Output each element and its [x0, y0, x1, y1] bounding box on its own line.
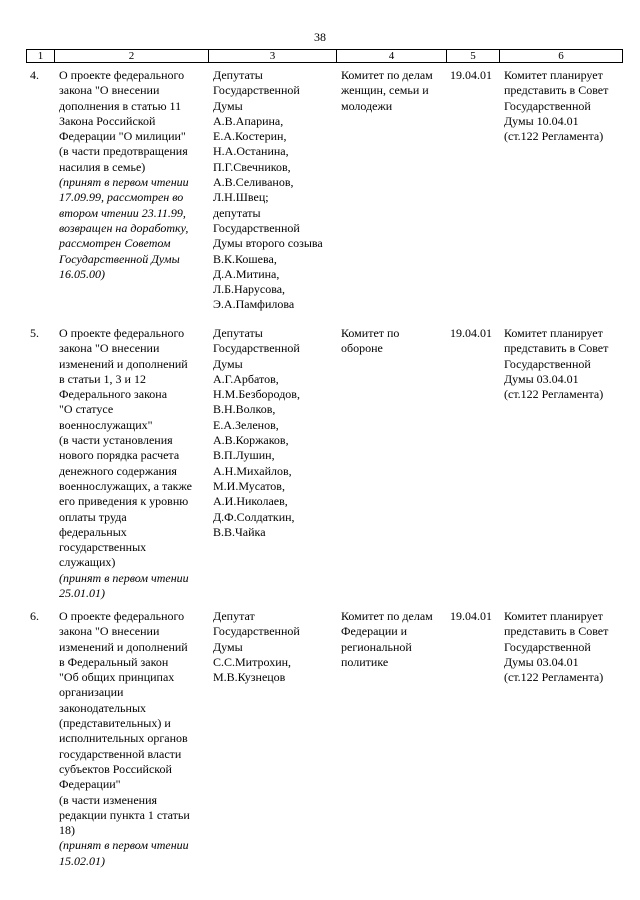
plan-cell	[504, 326, 620, 402]
author-line: Н.А.Останина,	[213, 144, 289, 159]
author-line: депутаты	[213, 205, 261, 220]
bill-status-note-line: (принят в первом чтении	[59, 175, 189, 190]
author-line: П.Г.Свечников,	[213, 159, 291, 174]
row-number: 4.	[30, 68, 39, 82]
author-line: Е.А.Зеленов,	[213, 417, 279, 432]
bill-status-note-line: 16.05.00)	[59, 266, 105, 281]
bill-title-line: нового порядка расчета	[59, 448, 180, 463]
bill-status-note-line: рассмотрен Советом	[59, 236, 171, 251]
author-line: С.С.Митрохин,	[213, 654, 292, 669]
bill-title-line: О проекте федерального	[59, 68, 185, 82]
bill-title-line: редакции пункта 1 статьи	[59, 807, 190, 822]
bill-title-line: Федерального закона	[59, 387, 168, 402]
bill-title-line: 18)	[59, 823, 75, 838]
authors-cell	[213, 609, 337, 685]
plan-cell	[504, 609, 620, 685]
committee-line: молодежи	[341, 98, 393, 113]
plan-line: (ст.122 Регламента)	[504, 670, 604, 685]
committee-cell	[341, 68, 447, 114]
author-line: Государственной	[213, 624, 300, 639]
column-header-table	[26, 49, 623, 63]
plan-line: представить в Совет	[504, 83, 609, 98]
author-line: А.В.Апарина,	[213, 113, 284, 128]
author-line: Н.М.Безбородов,	[213, 387, 300, 402]
column-header-2: 2	[55, 50, 209, 63]
committee-line: Федерации и	[341, 624, 408, 639]
plan-line: Комитет планирует	[504, 68, 603, 82]
bill-title-line: законодательных	[59, 700, 146, 715]
bill-title-line: изменений и дополнений	[59, 639, 188, 654]
authors-cell	[213, 68, 337, 313]
author-line: А.В.Селиванов,	[213, 175, 294, 190]
bill-status-note-line: 25.01.01)	[59, 586, 105, 601]
author-line: Д.Ф.Солдаткин,	[213, 509, 295, 524]
bill-status-note-line: втором чтении 23.11.99,	[59, 205, 186, 220]
plan-line: (ст.122 Регламента)	[504, 129, 604, 144]
committee-line: региональной	[341, 639, 412, 654]
bill-status-note-line: 15.02.01)	[59, 853, 105, 868]
bill-title-line: денежного содержания	[59, 463, 177, 478]
bill-title-line: закона "О внесении	[59, 341, 160, 356]
bill-title-line: О проекте федерального	[59, 609, 185, 623]
bill-title-line: субъектов Российской	[59, 761, 172, 776]
author-line: Думы	[213, 356, 243, 371]
bill-title-line: военнослужащих"	[59, 417, 153, 432]
bill-status-note-line: возвращен на доработку,	[59, 220, 189, 235]
author-line: А.Г.Арбатов,	[213, 371, 279, 386]
bill-title-line: организации	[59, 685, 124, 700]
plan-line: (ст.122 Регламента)	[504, 387, 604, 402]
date-cell: 19.04.01	[450, 68, 492, 82]
bill-title-line: Федерации"	[59, 777, 121, 792]
plan-line: представить в Совет	[504, 624, 609, 639]
bill-title-cell	[59, 68, 207, 282]
author-line: В.К.Кошева,	[213, 251, 277, 266]
bill-title-line: "О статусе	[59, 402, 114, 417]
author-line: Е.А.Костерин,	[213, 129, 287, 144]
bill-title-line: Федерации "О милиции"	[59, 129, 186, 144]
authors-cell	[213, 326, 337, 540]
plan-line: представить в Совет	[504, 341, 609, 356]
author-line: В.Н.Волков,	[213, 402, 276, 417]
plan-line: Комитет планирует	[504, 326, 603, 340]
author-line: А.В.Коржаков,	[213, 433, 289, 448]
bill-title-line: (представительных) и	[59, 716, 171, 731]
bill-title-cell	[59, 609, 207, 869]
author-line: А.И.Николаев,	[213, 494, 288, 509]
author-line: Л.Н.Швец;	[213, 190, 269, 205]
bill-title-line: закона "О внесении	[59, 83, 160, 98]
date-cell: 19.04.01	[450, 609, 492, 623]
bill-title-line: "Об общих принципах	[59, 670, 175, 685]
bill-title-line: О проекте федерального	[59, 326, 185, 340]
plan-line: Государственной	[504, 356, 591, 371]
author-line: Депутаты	[213, 326, 263, 340]
committee-cell	[341, 609, 447, 670]
author-line: М.В.Кузнецов	[213, 670, 286, 685]
author-line: Государственной	[213, 83, 300, 98]
bill-title-line: (в части изменения	[59, 792, 158, 807]
author-line: Государственной	[213, 341, 300, 356]
author-line: В.П.Лушин,	[213, 448, 275, 463]
bill-status-note-line: (принят в первом чтении	[59, 838, 189, 853]
column-header-4: 4	[337, 50, 447, 63]
plan-line: Государственной	[504, 639, 591, 654]
author-line: Думы	[213, 98, 243, 113]
author-line: Депутаты	[213, 68, 263, 82]
date-cell: 19.04.01	[450, 326, 492, 340]
author-line: В.В.Чайка	[213, 524, 266, 539]
author-line: Э.А.Памфилова	[213, 297, 295, 312]
author-line: Л.Б.Нарусова,	[213, 282, 286, 297]
bill-title-line: насилия в семье)	[59, 159, 146, 174]
row-number: 5.	[30, 326, 39, 340]
author-line: Думы второго созыва	[213, 236, 323, 251]
bill-status-note-line: Государственной Думы	[59, 251, 180, 266]
bill-title-line: оплаты труда	[59, 509, 127, 524]
column-header-row	[27, 50, 623, 63]
bill-title-line: (в части предотвращения	[59, 144, 188, 159]
bill-title-line: его приведения к уровню	[59, 494, 189, 509]
bill-title-line: (в части установления	[59, 433, 173, 448]
bill-title-line: федеральных	[59, 524, 127, 539]
bill-status-note-line: (принят в первом чтении	[59, 570, 189, 585]
committee-line: политике	[341, 654, 389, 669]
author-line: Думы	[213, 639, 243, 654]
column-header-1: 1	[27, 50, 55, 63]
committee-line: Комитет по делам	[341, 68, 433, 82]
bill-title-line: государственной власти	[59, 746, 182, 761]
column-header-5: 5	[447, 50, 500, 63]
row-number: 6.	[30, 609, 39, 623]
bill-title-line: закона "О внесении	[59, 624, 160, 639]
plan-line: Думы 03.04.01	[504, 654, 579, 669]
author-line: Государственной	[213, 220, 300, 235]
committee-line: обороне	[341, 341, 383, 356]
plan-line: Думы 03.04.01	[504, 371, 579, 386]
plan-line: Думы 10.04.01	[504, 113, 579, 128]
bill-title-line: исполнительных органов	[59, 731, 188, 746]
bill-title-line: служащих)	[59, 555, 116, 570]
author-line: А.Н.Михайлов,	[213, 463, 292, 478]
bill-title-line: в статьи 1, 3 и 12	[59, 371, 146, 386]
column-header-6: 6	[500, 50, 623, 63]
bill-status-note-line: 17.09.99, рассмотрен во	[59, 190, 184, 205]
page-number: 38	[314, 30, 326, 44]
column-header-3: 3	[209, 50, 337, 63]
bill-title-line: дополнения в статью 11	[59, 98, 182, 113]
bill-title-line: в Федеральный закон	[59, 654, 169, 669]
bill-title-line: изменений и дополнений	[59, 356, 188, 371]
author-line: Д.А.Митина,	[213, 266, 280, 281]
bill-title-cell	[59, 326, 207, 601]
plan-cell	[504, 68, 620, 144]
committee-line: Комитет по делам	[341, 609, 433, 623]
bill-title-line: государственных	[59, 540, 147, 555]
plan-line: Государственной	[504, 98, 591, 113]
plan-line: Комитет планирует	[504, 609, 603, 623]
author-line: Депутат	[213, 609, 255, 623]
committee-line: Комитет по	[341, 326, 400, 340]
bill-title-line: Закона Российской	[59, 113, 156, 128]
committee-cell	[341, 326, 447, 357]
author-line: М.И.Мусатов,	[213, 478, 285, 493]
bill-title-line: военнослужащих, а также	[59, 478, 192, 493]
committee-line: женщин, семьи и	[341, 83, 429, 98]
